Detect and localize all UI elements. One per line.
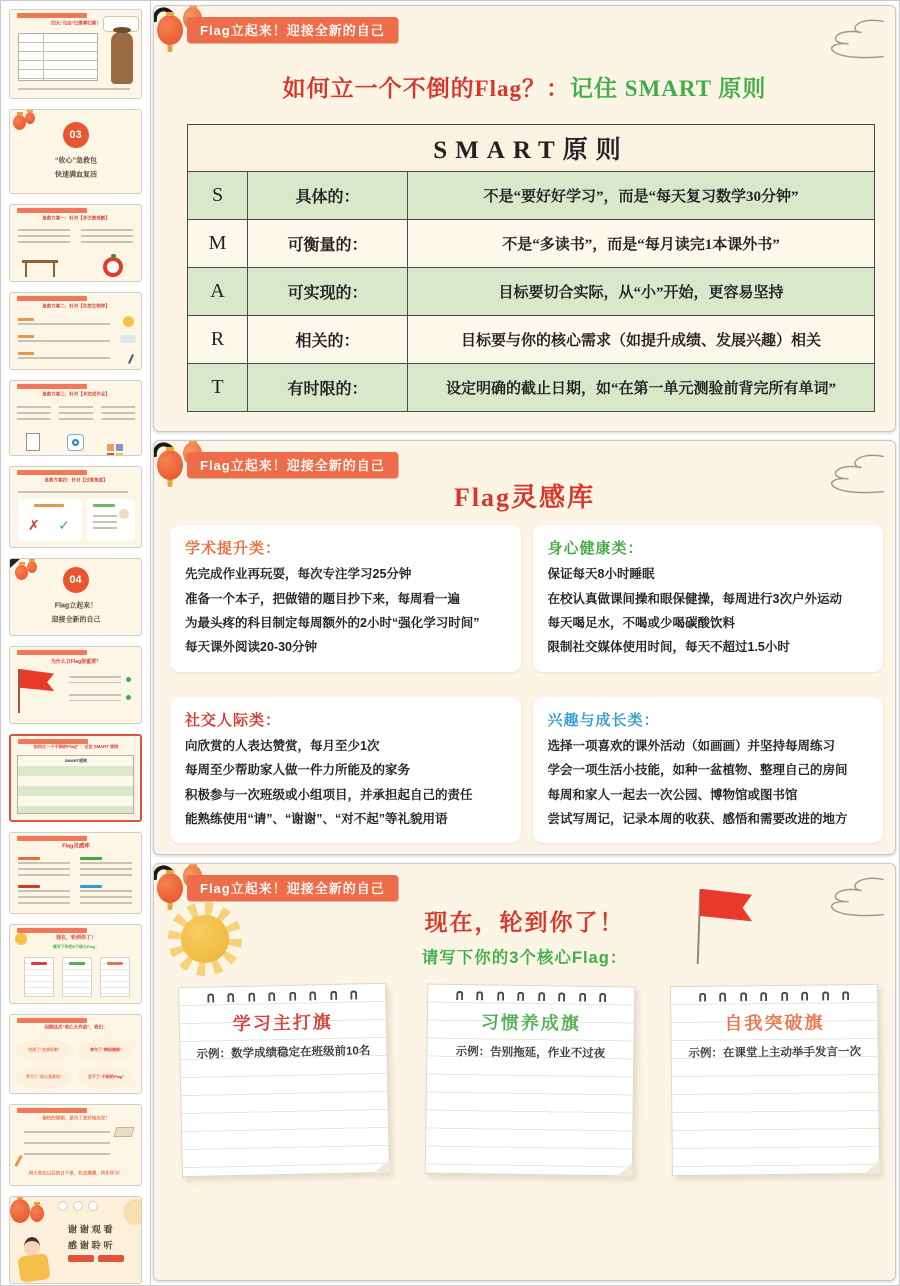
sidebar-thumb-1[interactable]	[9, 9, 142, 99]
text-bars	[101, 406, 135, 420]
slide-title	[154, 70, 895, 103]
recap-bubble	[78, 1039, 133, 1062]
thumbnail-panel	[1, 1, 151, 1285]
mini-badge	[17, 1108, 87, 1113]
table-row	[188, 316, 875, 364]
label-bar	[34, 504, 64, 507]
row-desc: 不是“多读书”，而是“每月读完1本课外书”	[408, 220, 875, 268]
check-icon: ✓	[58, 517, 70, 533]
thumb-title: 现在，轮到你了！	[55, 935, 96, 941]
sidebar-thumb-8[interactable]	[9, 646, 142, 724]
note-example: 示例：数学成绩稳定在班级前10名	[196, 1044, 371, 1061]
cross-icon: ✗	[28, 517, 40, 533]
detective-icon	[111, 32, 133, 84]
box-line: 保证每天8小时睡眠	[547, 567, 655, 582]
row-letter: A	[188, 268, 248, 316]
moon-icon	[123, 1199, 142, 1225]
text-bars	[18, 491, 128, 494]
flag-pole	[18, 669, 20, 713]
thumb-title: 回顾这次“收心大作战”，我们：	[44, 1024, 107, 1030]
box-line: 每天喝足水，不喝或少喝碳酸饮料	[547, 616, 736, 631]
runner-icon	[128, 354, 134, 364]
box-heading: 社交人际类：	[185, 711, 282, 729]
mini-note	[24, 957, 54, 997]
binding-holes	[179, 990, 385, 1003]
choice-panel	[18, 499, 82, 541]
text-bars	[18, 323, 110, 329]
pencil-icon	[14, 1155, 22, 1167]
label-bar	[80, 857, 102, 860]
box-line: 每周至少帮助家人做一件力所能及的家务	[185, 763, 411, 778]
sidebar-thumb-14[interactable]	[9, 1196, 142, 1284]
table-row	[188, 268, 875, 316]
thumb-title: 为什么立Flag很重要？	[50, 659, 101, 665]
label-bar	[18, 335, 34, 338]
slide-header-badge: Flag立起来！迎接全新的自己	[187, 17, 398, 43]
thumb-title: 急救方案一：针对【多巴胺戒断】	[41, 215, 110, 221]
note-title: 学习主打旗	[232, 1011, 334, 1034]
row-letter: R	[188, 316, 248, 364]
text-bars	[18, 890, 70, 908]
sidebar-thumb-12[interactable]	[9, 1014, 142, 1094]
row-label: 可实现的：	[248, 268, 408, 316]
mini-badge	[17, 208, 87, 213]
cover-line-1: “收心”急救包	[54, 156, 97, 165]
text-bars	[24, 1142, 110, 1145]
sidebar-thumb-2[interactable]	[9, 109, 142, 194]
thumb-footer: 祝大家在以后的日子里，状态满满，快乐学习！	[28, 1170, 123, 1176]
slide-flag-inspiration	[153, 440, 896, 854]
boy-character	[16, 1237, 52, 1281]
note-habit-flag[interactable]	[424, 983, 635, 1176]
smart-table	[187, 124, 875, 412]
mini-badge	[17, 384, 87, 389]
box-heading: 学术提升类：	[185, 540, 282, 558]
text-bars	[81, 229, 133, 243]
section-number: 04	[63, 567, 89, 593]
label-bar	[80, 885, 102, 888]
cover-line-2: 快速满血复活	[54, 170, 97, 179]
mini-badge	[17, 650, 87, 655]
cover-line-2: 迎接全新的自己	[51, 615, 100, 624]
category-box-social	[170, 697, 521, 844]
row-label: 可衡量的：	[248, 220, 408, 268]
bubble-text: 参与了“病因揭秘”	[89, 1047, 122, 1052]
sleep-icon	[120, 335, 136, 343]
text-bars	[18, 357, 110, 363]
box-heading: 兴趣与成长类：	[547, 711, 660, 729]
row-letter: S	[188, 172, 248, 220]
box-line: 为最头疼的科目制定每周额外的2小时“强化学习时间”	[185, 616, 480, 631]
box-line: 选择一项喜欢的课外活动（如画画）并坚持每周练习	[547, 738, 836, 753]
text-bars	[18, 340, 110, 346]
text-bars	[80, 862, 132, 880]
note-title: 自我突破旗	[724, 1012, 825, 1034]
box-line: 每天课外阅读20-30分钟	[185, 640, 317, 655]
sidebar-thumb-4[interactable]	[9, 292, 142, 370]
text-bars	[18, 229, 70, 243]
doodle-bubble	[58, 1201, 68, 1211]
inspiration-grid	[170, 525, 883, 843]
box-line: 每周和家人一起去一次公园、博物馆或图书馆	[547, 787, 798, 802]
text-bars	[59, 406, 93, 420]
note-example: 示例：告别拖延，作业不过夜	[455, 1045, 605, 1060]
row-desc: 设定明确的截止日期，如“在第一单元测验前背完所有单词”	[408, 364, 875, 412]
slides-scroll-area	[151, 1, 899, 1285]
box-line: 尝试写周记，记录本周的收获、感悟和需要改进的地方	[547, 811, 848, 826]
slide-smart-principle	[153, 5, 896, 432]
doodle-bubble	[88, 1201, 98, 1211]
cover-line-1: Flag立起来！	[54, 601, 97, 610]
sun-icon	[123, 316, 134, 327]
sidebar-thumb-10[interactable]	[9, 832, 142, 914]
breathing-panel	[87, 499, 135, 541]
binding-holes	[671, 991, 877, 1002]
mini-table-header: SMART原则	[64, 758, 87, 763]
row-letter: M	[188, 220, 248, 268]
book-icon	[113, 1127, 134, 1137]
thumb-title: 愉快的假期，是为了更好地出发！	[41, 1115, 110, 1121]
sidebar-thumb-3[interactable]	[9, 204, 142, 282]
row-desc: 目标要切合实际，从“小”开始，更容易坚持	[408, 268, 875, 316]
section-number: 03	[63, 122, 89, 148]
box-line: 先完成作业再玩耍，每次专注学习25分钟	[185, 567, 412, 582]
category-box-academic	[170, 525, 521, 672]
text-bars	[17, 406, 51, 420]
table-row	[188, 172, 875, 220]
lantern-icon	[27, 561, 37, 573]
flag-notes-row	[180, 985, 879, 1175]
sidebar-thumb-11[interactable]	[9, 924, 142, 1004]
thanks-line-1: 谢谢观看	[67, 1224, 116, 1235]
category-box-growth	[533, 697, 884, 844]
stickers-icon	[107, 444, 114, 451]
box-line: 积极参与一次班级或小组项目，并承担起自己的责任	[185, 787, 473, 802]
slide-title-red: 如何立一个不倒的Flag？：	[282, 76, 571, 101]
row-label: 具体的：	[248, 172, 408, 220]
cloud-swirl-icon	[801, 16, 887, 64]
box-line: 学会一项生活小技能，如种一盆植物、整理自己的房间	[547, 763, 848, 778]
table-row	[188, 220, 875, 268]
sidebar-thumb-7[interactable]	[9, 558, 142, 636]
table-header: SMART原则	[188, 125, 875, 172]
slide-header-badge: Flag立起来！迎接全新的自己	[187, 875, 398, 901]
thumb-title: Flag灵感库	[61, 843, 90, 850]
row-desc: 不是“要好好学习”，而是“每天复习数学30分钟”	[408, 172, 875, 220]
slide-title: Flag灵感库	[453, 483, 596, 513]
power-button-icon	[67, 434, 84, 451]
thumb-title: 急救方案三：针对【未完成作业】	[41, 391, 110, 397]
text-bars	[24, 1131, 110, 1134]
binding-holes	[428, 990, 634, 1002]
text-bars	[69, 694, 121, 701]
thumb-title: 四大“元凶”已缉拿归案！	[50, 20, 101, 26]
note-example: 示例：在课堂上主动举手发言一次	[688, 1045, 862, 1060]
text-bars	[69, 676, 121, 683]
note-title: 习惯养成旗	[480, 1011, 581, 1034]
mini-table	[18, 33, 98, 81]
box-line: 向欣赏的人表达赞赏，每月至少1次	[185, 738, 380, 753]
recap-bubble	[16, 1039, 71, 1062]
label-bar	[18, 857, 40, 860]
desk-icon	[22, 260, 58, 276]
thumb-subtitle: 请写下你的3个核心Flag：	[52, 944, 99, 949]
tomato-timer-icon	[103, 257, 123, 277]
text-bars	[18, 862, 70, 880]
doodle-bubble	[73, 1201, 83, 1211]
thumb-title: 如何立一个不倒的Flag？：记住 SMART 原则	[33, 744, 118, 750]
mini-badge	[17, 13, 87, 18]
slide-subtitle: 请写下你的3个核心Flag：	[421, 948, 628, 967]
lantern-icon	[30, 1205, 44, 1222]
label-bar	[93, 504, 115, 507]
text-bars	[80, 890, 132, 908]
bubble-text: 立下了“不倒的Flag”	[87, 1074, 124, 1079]
sidebar-thumb-5[interactable]	[9, 380, 142, 456]
row-letter: T	[188, 364, 248, 412]
slide-title: 现在，轮到你了！	[424, 908, 625, 935]
table-row	[188, 364, 875, 412]
box-heading: 身心健康类：	[547, 540, 644, 558]
mini-note	[62, 957, 92, 997]
person-icon	[119, 509, 129, 519]
power-ring	[72, 439, 79, 446]
box-line: 限制社交媒体使用时间，每天不超过1.5小时	[547, 640, 790, 655]
category-box-health	[533, 525, 884, 672]
clipboard-icon	[26, 433, 40, 451]
mini-note	[100, 957, 130, 997]
row-desc: 目标要与你的核心需求（如提升成绩、发展兴趣）相关	[408, 316, 875, 364]
thumb-title: 急救方案二：针对【失控生物钟】	[41, 303, 110, 309]
mini-badge	[17, 470, 87, 475]
slide-title-green: 记住 SMART 原则	[570, 76, 767, 101]
label-bar	[18, 885, 40, 888]
sidebar-thumb-9-selected[interactable]	[9, 734, 142, 822]
presenter-badges	[68, 1255, 124, 1262]
row-label: 相关的：	[248, 316, 408, 364]
text-bars	[93, 515, 117, 533]
row-label: 有时限的：	[248, 364, 408, 412]
text-bars	[18, 88, 130, 92]
note-study-flag[interactable]	[178, 983, 390, 1177]
bullet-dot	[126, 677, 131, 682]
label-bar	[18, 352, 34, 355]
box-line: 在校认真做课间操和眼保健操，每周进行3次户外运动	[547, 591, 842, 606]
sidebar-thumb-13[interactable]	[9, 1104, 142, 1186]
lantern-icon	[10, 1199, 30, 1223]
label-bar	[18, 318, 34, 321]
thumb-title: 急救方案四：针对【过度焦虑】	[44, 477, 107, 483]
note-breakthrough-flag[interactable]	[670, 984, 880, 1176]
lantern-icon	[25, 112, 35, 124]
slide-header-badge: Flag立起来！迎接全新的自己	[187, 452, 398, 478]
box-line: 能熟练使用“请”、“谢谢”、“对不起”等礼貌用语	[185, 811, 448, 826]
thanks-line-2: 感谢聆听	[67, 1240, 116, 1251]
bubble-text: 完成了“自我诊断”	[27, 1047, 60, 1052]
mini-smart-table	[17, 755, 134, 814]
table-header-row	[188, 125, 875, 172]
recap-bubble	[16, 1066, 71, 1089]
box-line: 准备一个本子，把做错的题目抄下来，每周看一遍	[185, 591, 461, 606]
bullet-dot	[126, 695, 131, 700]
text-bars	[24, 1153, 110, 1156]
sidebar-thumb-6[interactable]	[9, 466, 142, 548]
slide-your-turn	[153, 863, 896, 1281]
bubble-text: 学习了“收心急救包”	[25, 1074, 62, 1079]
mini-badge	[17, 296, 87, 301]
red-flag-icon	[20, 669, 54, 695]
recap-bubble	[78, 1066, 133, 1089]
